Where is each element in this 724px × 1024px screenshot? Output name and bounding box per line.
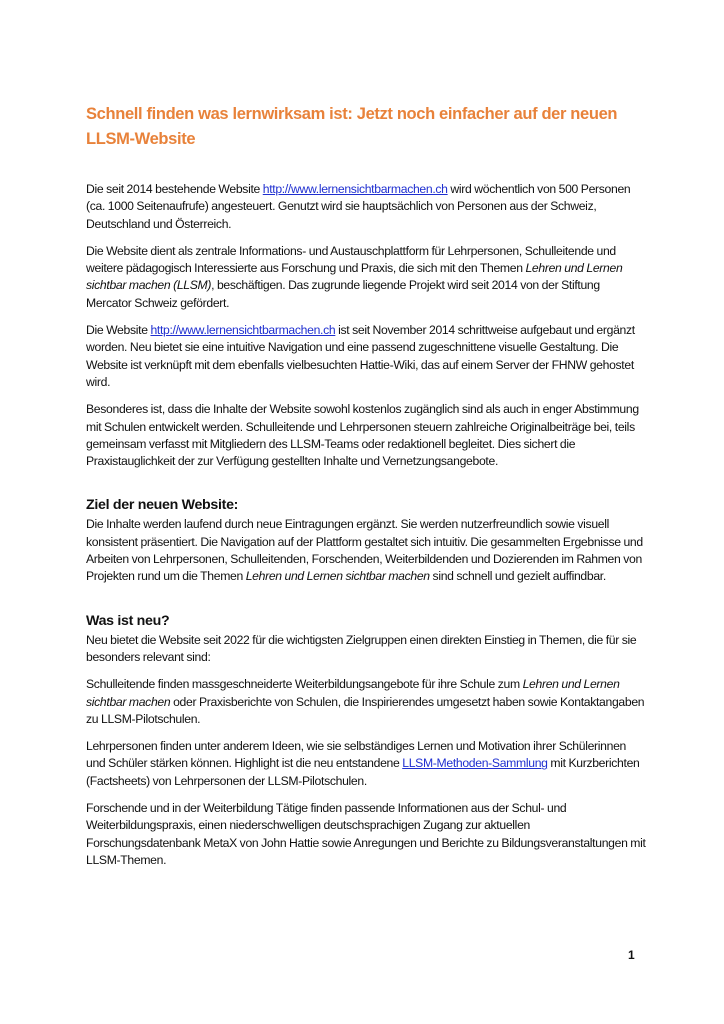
paragraph-text: Lehrpersonen finden unter anderem Ideen, wie sie selbständiges Lernen und Motivation ihrer Schülerinnen und Schüler stärken können. Highlight ist die neu entstandene: [86, 739, 627, 771]
paragraph-researchers: Forschende und in der Weiterbildung Tätige finden passende Informationen aus der Schul- und Weiterbildungspraxis, einen niederschwelligen deutschsprachigen Zugang zur aktuellen Forschungsdatenbank MetaX von John Hattie sowie Anregungen und Berichte zu Bildungsveranstaltungen mit LLSM-Themen.: [86, 801, 646, 867]
paragraph-school-leaders: [86, 676, 646, 728]
section-heading-goal: Ziel der neuen Website:: [86, 497, 239, 514]
paragraph-text: Schulleitende finden massgeschneiderte Weiterbildungsangebote für ihre Schule zum: [86, 677, 523, 692]
paragraph-whats-new-intro: Neu bietet die Website seit 2022 für die wichtigsten Zielgruppen einen direkten Einstieg in Themen, die für sie besonders relevant sind:: [86, 632, 637, 664]
paragraph-text: mit Kurzberichten (Factsheets) von Lehrpersonen der LLSM-Pilotschulen.: [86, 756, 640, 788]
document-title: Schnell finden was lernwirksam ist: Jetzt noch einfacher auf der neuen LLSM-Website: [86, 105, 618, 148]
paragraph-goal: [86, 516, 646, 585]
paragraph-text: wird wöchentlich von 500 Personen (ca. 1000 Seitenaufrufe) angesteuert. Genutzt wird sie hauptsächlich von Personen aus der Schweiz, Deutschland und Österreich.: [86, 182, 631, 231]
paragraph-website-intro: [86, 181, 646, 233]
paragraph-special-features: Besonderes ist, dass die Inhalte der Website sowohl kostenlos zugänglich sind als auch in enger Abstimmung mit Schulen entwickelt werden. Schulleitende und Lehrpersonen steuern zahlreiche Originalbeiträge bei, teils gemeinsam verfasst mit Mitgliedern des LLSM-Teams oder redaktionell begleitet. Dies sichert die Praxistauglichkeit der zur Verfügung gestellten Inhalte und Vernetzungsangebote.: [86, 402, 639, 469]
methods-collection-link[interactable]: LLSM-Methoden-Sammlung: [402, 756, 548, 771]
page-number: 1: [628, 948, 635, 962]
paragraph-text: Die Website: [86, 323, 151, 338]
paragraph-text: oder Praxisberichte von Schulen, die Inspirierendes umgesetzt haben sowie Kontaktangaben zu LLSM-Pilotschulen.: [86, 694, 645, 726]
paragraph-text: sind schnell und gezielt auffindbar.: [429, 569, 606, 584]
section-heading-whats-new: Was ist neu?: [86, 612, 170, 629]
paragraph-text: , beschäftigen. Das zugrunde liegende Projekt wird seit 2014 von der Stiftung Mercator Schweiz gefördert.: [86, 278, 600, 310]
website-link[interactable]: http://www.lernensichtbarmachen.ch: [150, 323, 336, 338]
paragraph-platform-purpose: [86, 243, 646, 312]
llsm-term: Lehren und Lernen sichtbar machen: [86, 677, 620, 709]
llsm-term: Lehren und Lernen sichtbar machen: [245, 569, 430, 584]
paragraph-teachers: [86, 738, 646, 790]
llsm-term: Lehren und Lernen sichtbar machen (LLSM): [86, 261, 623, 293]
paragraph-website-history: [86, 322, 646, 391]
paragraph-text: Die Website dient als zentrale Informations- und Austauschplattform für Lehrpersonen, Schulleitende und weitere pädagogisch Interessierte aus Forschung und Praxis, die sich mit den Themen: [86, 243, 616, 276]
website-link[interactable]: http://www.lernensichtbarmachen.ch: [262, 182, 448, 196]
paragraph-text: Die Inhalte werden laufend durch neue Eintragungen ergänzt. Sie werden nutzerfreundlich sowie visuell konsistent präsentiert. Die Navigation auf der Plattform gestaltet sich intuitiv. Die gesammelten Ergebnisse und Arbeiten von Lehrpersonen, Schulleitenden, Forschenden, Weiterbildenden und Dozierenden im Rahmen von Projekten rund um die Themen: [86, 517, 643, 584]
paragraph-text: ist seit November 2014 schrittweise aufgebaut und ergänzt worden. Neu bietet sie eine intuitive Navigation und eine passend zugeschnittene visuelle Gestaltung. Die Website ist verknüpft mit dem ebenfalls vielbesuchten Hattie-Wiki, das auf einem Server der FHNW gehostet wird.: [86, 323, 635, 389]
paragraph-text: Die seit 2014 bestehende Website: [86, 182, 263, 196]
page-content: [86, 102, 646, 879]
